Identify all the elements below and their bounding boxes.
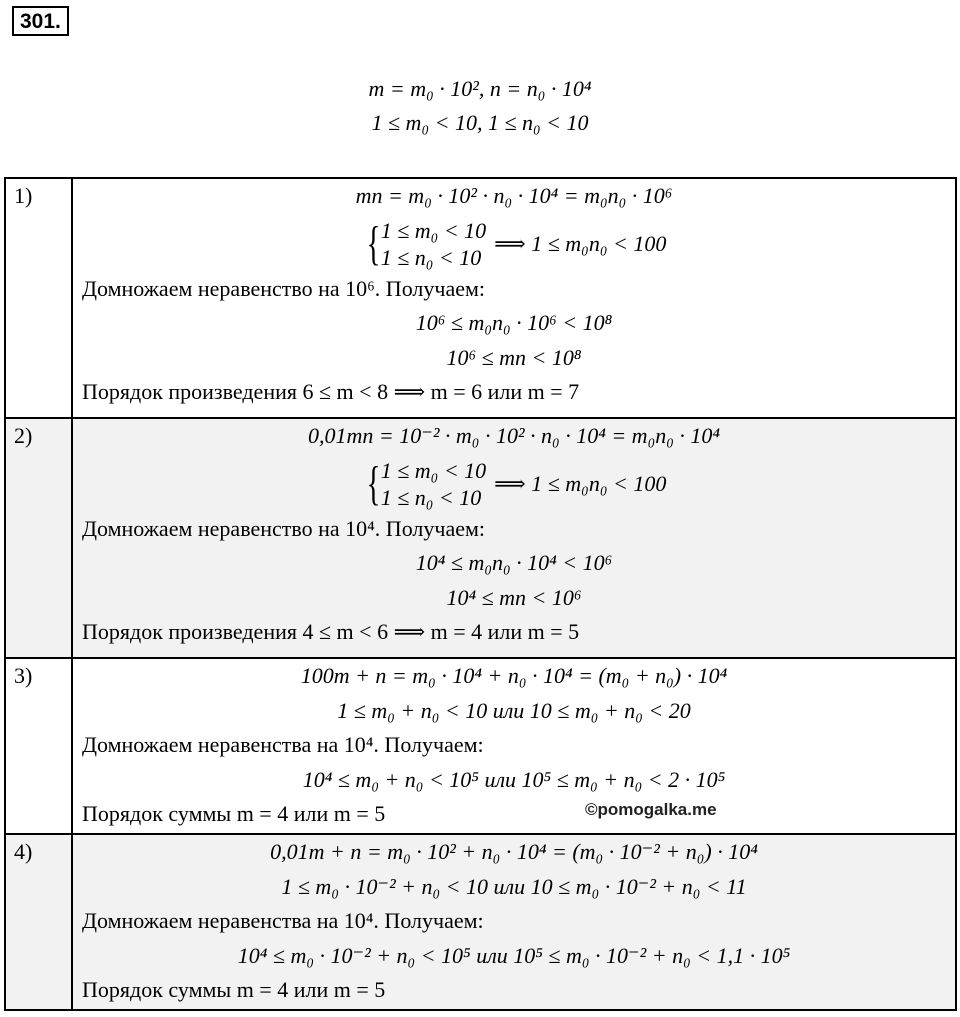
row-index: 2) [5, 418, 72, 658]
inequality-1: 10⁴ ≤ m₀ + n₀ < 10⁵ или 10⁵ ≤ m₀ + n₀ < 2 · 10⁵ [302, 766, 726, 792]
brace-icon: { [366, 216, 381, 270]
row-index: 4) [5, 834, 72, 1010]
solution-row-2 [5, 418, 956, 658]
row-content [72, 658, 956, 834]
system-result: ⟹ 1 ≤ m₀n₀ < 100 [494, 230, 667, 256]
solution-row-1 [5, 178, 956, 418]
equation-2: 1 ≤ m₀ + n₀ < 10 или 10 ≤ m₀ + n₀ < 20 [337, 697, 691, 723]
inequality-1: 10⁴ ≤ m₀n₀ · 10⁴ < 10⁶ [415, 550, 613, 575]
given-line-2: 1 ≤ m₀ < 10, 1 ≤ n₀ < 10 [371, 110, 589, 135]
row-content [72, 178, 956, 418]
given-line-1: m = m₀ · 10², n = n₀ · 10⁴ [368, 76, 592, 101]
inequality-2: 10⁴ ≤ mn < 10⁶ [446, 584, 582, 610]
row-content [72, 418, 956, 658]
system-line-b: 1 ≤ n₀ < 10 [380, 244, 482, 270]
inequality-system [73, 216, 955, 272]
explanation-text: Домножаем неравенство на 10⁴. Получаем: [82, 515, 486, 541]
brace-icon: { [366, 456, 381, 510]
system-line-a: 1 ≤ m₀ < 10 [380, 217, 487, 243]
equation: 0,01mn = 10⁻² · m₀ · 10² · n₀ · 10⁴ = m₀n₀ · 10⁴ [307, 423, 721, 448]
equation: mn = m₀ · 10² · n₀ · 10⁴ = m₀n₀ · 10⁶ [355, 183, 673, 208]
inequality-2: 10⁶ ≤ mn < 10⁸ [446, 344, 582, 370]
conclusion: Порядок произведения 6 ≤ m < 8 ⟹ m = 6 или m = 7 [82, 379, 580, 404]
equation: 0,01m + n = m₀ · 10² + n₀ · 10⁴ = (m₀ · 10⁻² + n₀) · 10⁴ [270, 839, 758, 864]
explanation-text: Домножаем неравенства на 10⁴. Получаем: [82, 732, 484, 757]
system-line-b: 1 ≤ n₀ < 10 [380, 484, 482, 510]
inequality-1: 10⁶ ≤ m₀n₀ · 10⁶ < 10⁸ [415, 310, 613, 335]
equation-2: 1 ≤ m₀ · 10⁻² + n₀ < 10 или 10 ≤ m₀ · 10⁻² + n₀ < 11 [281, 873, 747, 899]
watermark: ©pomogalka.me [585, 800, 717, 819]
row-index: 1) [5, 178, 72, 418]
solution-row-3 [5, 658, 956, 834]
explanation-text: Домножаем неравенство на 10⁶. Получаем: [82, 275, 486, 301]
conclusion: Порядок произведения 4 ≤ m < 6 ⟹ m = 4 или m = 5 [82, 619, 580, 644]
explanation-text: Домножаем неравенства на 10⁴. Получаем: [82, 908, 484, 933]
equation: 100m + n = m₀ · 10⁴ + n₀ · 10⁴ = (m₀ + n₀) · 10⁴ [300, 663, 728, 688]
task-number: 301. [12, 6, 69, 36]
conclusion: Порядок суммы m = 4 или m = 5 [82, 801, 386, 826]
system-result: ⟹ 1 ≤ m₀n₀ < 100 [494, 470, 667, 496]
row-index: 3) [5, 658, 72, 834]
row-content [72, 834, 956, 1010]
solution-table [4, 177, 957, 1011]
conclusion: Порядок суммы m = 4 или m = 5 [82, 977, 386, 1002]
system-line-a: 1 ≤ m₀ < 10 [380, 457, 487, 483]
solution-row-4 [5, 834, 956, 1010]
given-conditions [0, 72, 960, 140]
inequality-system [73, 456, 955, 512]
inequality-1: 10⁴ ≤ m₀ · 10⁻² + n₀ < 10⁵ или 10⁵ ≤ m₀ · 10⁻² + n₀ < 1,1 · 10⁵ [237, 942, 791, 968]
